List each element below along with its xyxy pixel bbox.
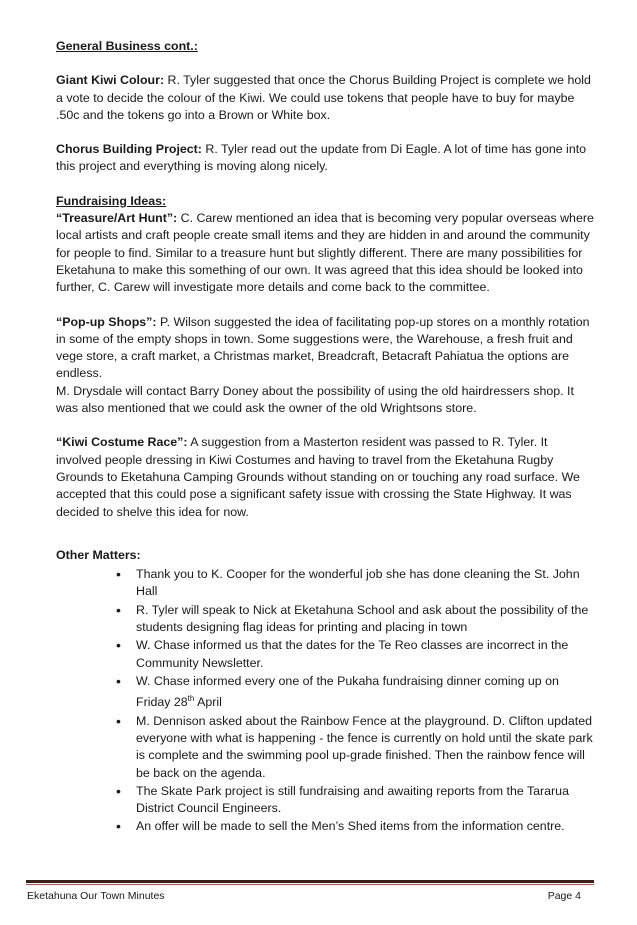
popup-paragraph-2: M. Drysdale will contact Barry Doney about the possibility of using the old hairdressers shop. It was also mentioned that we could ask the owner of the old Wrightsons store. [56, 383, 574, 416]
page-number: Page 4 [547, 890, 581, 902]
section-title: General Business cont.: [56, 39, 198, 53]
bullet-icon: • [116, 818, 121, 835]
chorus-label: Chorus Building Project: [56, 142, 202, 157]
footer-divider [26, 880, 594, 883]
giant-kiwi-paragraph [56, 72, 596, 124]
list-item-text-tail: April [194, 695, 222, 710]
list-item-text: The Skate Park project is still fundraising and awaiting reports from the Tararua District Council Engineers. [136, 783, 569, 816]
superscript: th [187, 694, 195, 704]
chorus-paragraph [56, 141, 596, 176]
bullet-icon: • [116, 566, 121, 583]
list-item-text: W. Chase informed us that the dates for the Te Reo classes are incorrect in the Community Newsletter. [136, 638, 569, 670]
list-item-text: W. Chase informed every one of the Pukaha fundraising dinner coming up on Friday 28 [136, 673, 559, 710]
giant-kiwi-label: Giant Kiwi Colour: [56, 73, 165, 88]
bullet-icon: • [116, 601, 121, 618]
footer-divider-accent [26, 884, 594, 885]
popup-text: P. Wilson suggested the idea of facilitating pop-up stores on a monthly rotation in some of the empty shops in town. Some suggestions were, the Warehouse, a fresh fruit and vege store, a craft market, a Christmas market, Breadcraft, Betacraft Pahiatua the options are endless. [56, 314, 590, 381]
list-item [116, 672, 596, 712]
costume-text: A suggestion from a Masterton resident was passed to R. Tyler. It involved people dressing in Kiwi Costumes and having to travel from the Eketahuna Rugby Grounds to Eketahuna Camping Grounds without standing on or touching any road surface. We accepted that this could pose a significant safety issue with crossing the State Highway. It was decided to shelve this idea for now. [56, 435, 580, 519]
list-item [116, 712, 596, 782]
list-item-text: Thank you to K. Cooper for the wonderful job she has done cleaning the St. John Hall [136, 567, 580, 599]
list-item-text: An offer will be made to sell the Men’s Shed items from the information centre. [136, 819, 565, 834]
treasure-text: C. Carew mentioned an idea that is becoming very popular overseas where local artists and craft people create small items and they are hidden in and around the community for people to find. Similar to a treasure hunt but slightly different. There are many possibilities for Eketahuna to make this something of our own. It was agreed that this idea should be looked into further, C. Carew will investigate more details and come back to the committee. [56, 211, 594, 295]
list-item [116, 601, 596, 637]
treasure-label: “Treasure/Art Hunt”: [56, 211, 178, 226]
giant-kiwi-text: R. Tyler suggested that once the Chorus Building Project is complete we hold a vote to decide the colour of the Kiwi. We could use tokens that people have to buy for maybe .50c and the tokens go into a Brown or White box. [56, 73, 591, 122]
fundraising-title: Fundraising Ideas: [56, 193, 167, 208]
costume-label: “Kiwi Costume Race”: [56, 435, 188, 450]
minutes-body [56, 38, 596, 837]
bullet-icon: • [116, 637, 121, 654]
list-item-text: M. Dennison asked about the Rainbow Fence at the playground. D. Clifton updated everyone with what is happening - the fence is currently on hold until the skate park is complete and the swimming pool up-grade finished. Then the rainbow fence will be back on the agenda. [136, 713, 593, 780]
list-item [116, 782, 596, 818]
list-item-text: R. Tyler will speak to Nick at Eketahuna School and ask about the possibility of the students designing flag ideas for printing and placing in town [136, 602, 589, 635]
list-item [116, 818, 596, 835]
footer-title: Eketahuna Our Town Minutes [27, 890, 165, 902]
chorus-text: R. Tyler read out the update from Di Eagle. A lot of time has gone into this project and everything is moving along nicely. [56, 142, 587, 174]
list-item [116, 566, 596, 601]
bullet-icon: • [116, 712, 121, 729]
costume-paragraph [56, 434, 596, 520]
popup-label: “Pop-up Shops”: [56, 314, 157, 329]
bullet-icon: • [116, 782, 121, 799]
treasure-paragraph [56, 210, 596, 296]
list-item [116, 637, 596, 672]
bullet-icon: • [116, 672, 121, 689]
popup-paragraph [56, 314, 596, 383]
other-matters-list [56, 566, 596, 836]
other-matters-title: Other Matters: [56, 547, 141, 562]
